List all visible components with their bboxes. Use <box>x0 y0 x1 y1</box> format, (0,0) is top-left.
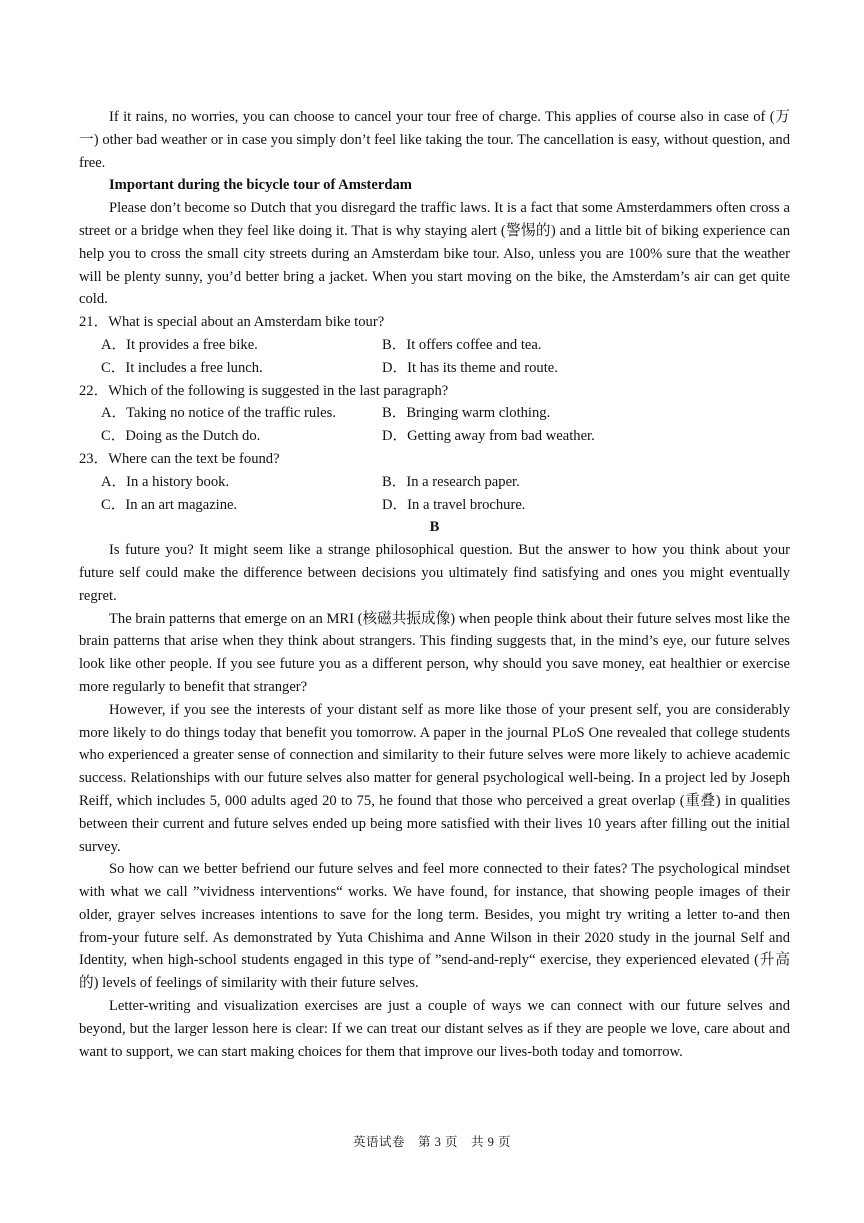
paragraph-cancellation: If it rains, no worries, you can choose to cancel your tour free of charge. This applies of course also in case of (万一) other bad weather or in case you simply don’t feel like taking the tour. The cancellation is easy, without question, and free. <box>79 109 790 171</box>
question-stem: 23．Where can the text be found? <box>79 450 280 467</box>
option-a: A．In a history book. <box>101 473 230 490</box>
paragraph-brain-patterns: The brain patterns that emerge on an MRI (核磁共振成像) when people think about their future selves most like the brain patterns that arise when they think about strangers. This finding suggests that, in the mind’s eye, our future selves look like other people. If you see future you as a different person, why should you save money, eat healthier or exercise more regularly to benefit that stranger? <box>79 610 790 695</box>
option-b: B．It offers coffee and tea. <box>382 336 542 353</box>
option-d: D．In a travel brochure. <box>382 496 526 513</box>
option-c: C．Doing as the Dutch do. <box>101 428 261 445</box>
option-d: D．It has its theme and route. <box>382 359 558 376</box>
question-23 <box>79 448 790 516</box>
option-c: C．In an art magazine. <box>101 496 238 513</box>
option-a: A．It provides a free bike. <box>101 336 258 353</box>
question-stem: 21．What is special about an Amsterdam bike tour? <box>79 314 385 331</box>
paragraph-traffic: Please don’t become so Dutch that you disregard the traffic laws. It is a fact that some Amsterdammers often cross a street or a bridge when they feel like doing it. That is why staying alert (警惕的) and a little bit of biking experience can help you to cross the small city streets during an Amsterdam bike tour. Also, unless you are 100% sure that the weather will be plenty sunny, you’d better bring a jacket. When you start moving on the bike, the Amsterdam’s air can get quite cold. <box>79 200 790 308</box>
document-body <box>79 106 790 1063</box>
question-stem: 22．Which of the following is suggested in the last paragraph? <box>79 382 449 399</box>
question-options <box>101 402 790 448</box>
question-22 <box>79 380 790 448</box>
paragraph-future-you: Is future you? It might seem like a strange philosophical question. But the answer to how you think about your future self could make the difference between decisions you ultimately find satisfying and ones you might eventually regret. <box>79 542 790 604</box>
paragraph-befriend: So how can we better befriend our future selves and feel more connected to their fates? The psychological mindset with what we call ”vividness interventions“ works. We have found, for instance, that showing people images of their older, grayer selves increases intentions to save for the long term. Besides, you might try writing a letter to-and then from-your future self. As demonstrated by Yuta Chishima and Anne Wilson in their 2020 study in the journal Self and Identity, when high-school students engaged in this type of ”send-and-reply“ exercise, they experienced elevated (升高的) levels of feelings of similarity with their future selves. <box>79 861 790 992</box>
option-b: B．In a research paper. <box>382 473 520 490</box>
question-options <box>101 471 790 517</box>
question-options <box>101 334 790 380</box>
option-b: B．Bringing warm clothing. <box>382 405 551 422</box>
option-a: A．Taking no notice of the traffic rules. <box>101 405 336 422</box>
option-c: C．It includes a free lunch. <box>101 359 263 376</box>
question-21 <box>79 311 790 379</box>
paragraph-conclusion: Letter-writing and visualization exercises are just a couple of ways we can connect with our future selves and beyond, but the larger lesson here is clear: If we can treat our distant selves as if they are people we love, care about and want to support, we can start making choices for them that improve our lives-both today and tomorrow. <box>79 998 790 1060</box>
page-footer: 英语试卷 第 3 页 共 9 页 <box>352 1135 511 1149</box>
section-heading: Important during the bicycle tour of Amsterdam <box>109 177 412 194</box>
option-d: D．Getting away from bad weather. <box>382 428 595 445</box>
paragraph-distant-self: However, if you see the interests of your distant self as more like those of your present self, you are considerably more likely to do things today that benefit you tomorrow. A paper in the journal PLoS One revealed that college students who experienced a greater sense of connection and similarity to their future selves were more likely to achieve academic success. Relationships with our future selves also matter for general psychological well-being. In a project led by Joseph Reiff, which includes 5, 000 adults aged 20 to 75, he found that those who perceived a great overlap (重叠) in qualities between their current and future selves ended up being more satisfied with their lives 10 years after filling out the initial survey. <box>79 701 790 855</box>
section-b-title: B <box>429 519 440 536</box>
